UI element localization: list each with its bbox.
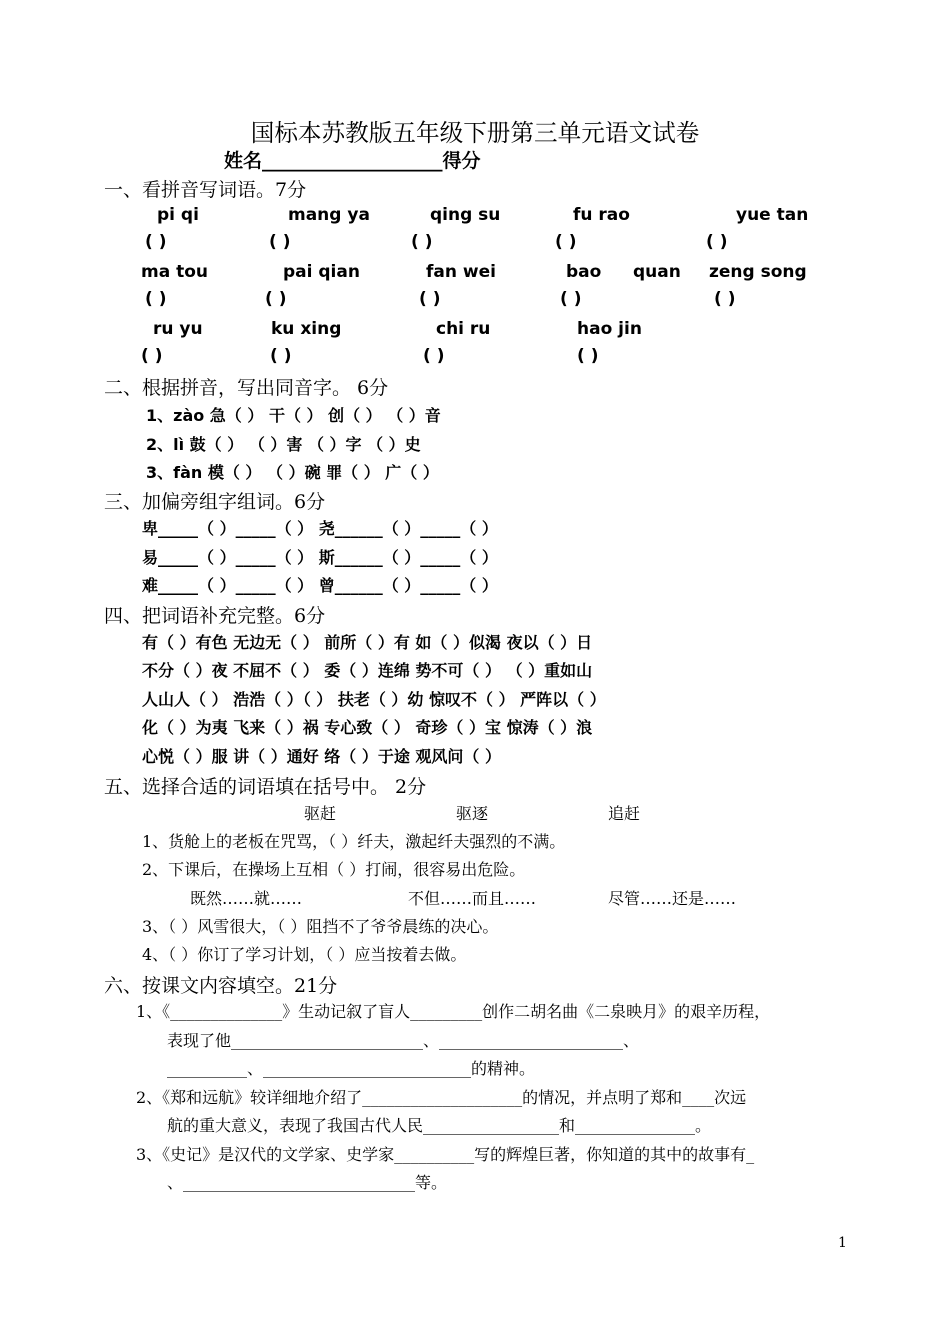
- answer-paren: ( ): [265, 289, 287, 309]
- fill-line: 3、《史记》是汉代的文学家、史学家__________写的辉煌巨著，你知道的其中的故事有_: [136, 1145, 755, 1164]
- section-2-heading: 二、根据拼音，写出同音字。 6分: [104, 377, 389, 399]
- pinyin: qing su: [430, 205, 501, 225]
- question-1: 1、货舱上的老板在咒骂，（ ）纤夫，激起纤夫强烈的不满。: [142, 832, 566, 851]
- word-option: 驱逐: [456, 804, 489, 823]
- pinyin: mang ya: [288, 205, 370, 225]
- radical-row: 易_____（ ）_____（ ） 斯______（ ）_____（ ）: [142, 548, 498, 567]
- answer-paren: ( ): [269, 232, 291, 252]
- homophone-row: 1、zào 急（ ） 干（ ） 创（ ） （ ）音: [146, 406, 441, 425]
- pinyin: zeng song: [709, 262, 807, 282]
- pinyin: bao: [566, 262, 602, 282]
- answer-paren: ( ): [560, 289, 582, 309]
- word-option: 追赶: [608, 804, 641, 823]
- idiom-row: 不分（ ）夜 不屈不（ ） 委（ ）连绵 势不可（ ） （ ）重如山: [142, 661, 593, 680]
- pinyin: pai qian: [283, 262, 360, 282]
- section-6-heading: 六、按课文内容填空。21分: [104, 975, 338, 997]
- pinyin: hao jin: [577, 319, 642, 339]
- word-option: 驱赶: [304, 804, 337, 823]
- word-option: 既然……就……: [190, 889, 303, 908]
- fill-line: 2、《郑和远航》较详细地介绍了____________________的情况，并点明了郑和____次远: [136, 1088, 747, 1107]
- section-1-heading: 一、看拼音写词语。7分: [104, 179, 307, 201]
- fill-line: __________、__________________________的精神。: [167, 1059, 536, 1078]
- answer-paren: ( ): [145, 289, 167, 309]
- fill-line: 1、《______________》生动记叙了盲人_________创作二胡名曲《二泉映月》的艰辛历程，: [136, 1002, 771, 1021]
- answer-paren: ( ): [270, 346, 292, 366]
- word-option: 不但……而且……: [408, 889, 537, 908]
- answer-paren: ( ): [419, 289, 441, 309]
- homophone-row: 2、lì 鼓（ ） （ ）害 （ ）字 （ ）史: [146, 435, 421, 454]
- pinyin: pi qi: [157, 205, 199, 225]
- answer-paren: ( ): [141, 346, 163, 366]
- fill-line: 航的重大意义，表现了我国古代人民_________________和_______________。: [167, 1116, 712, 1135]
- page-title: 国标本苏教版五年级下册第三单元语文试卷: [250, 119, 700, 147]
- page-number: 1: [838, 1235, 847, 1251]
- radical-row: 难_____（ ）_____（ ） 曾______（ ）_____（ ）: [142, 576, 498, 595]
- name-score-line: 姓名___________________得分: [224, 150, 481, 172]
- answer-paren: ( ): [714, 289, 736, 309]
- pinyin: ru yu: [153, 319, 203, 339]
- pinyin: fu rao: [573, 205, 630, 225]
- pinyin: chi ru: [436, 319, 491, 339]
- idiom-row: 心悦（ ）服 讲（ ）通好 络（ ）于途 观风问（ ）: [142, 747, 501, 766]
- fill-line: 、_____________________________等。: [167, 1173, 448, 1192]
- question-3: 3、（ ）风雪很大，（ ）阻挡不了爷爷晨练的决心。: [142, 917, 499, 936]
- pinyin: quan: [633, 262, 681, 282]
- idiom-row: 化（ ）为夷 飞来（ ）祸 专心致（ ） 奇珍（ ）宝 惊涛（ ）浪: [142, 718, 593, 737]
- question-4: 4、（ ）你订了学习计划，（ ）应当按着去做。: [142, 945, 467, 964]
- homophone-row: 3、fàn 模（ ） （ ）碗 罪（ ） 广（ ）: [146, 463, 439, 482]
- section-5-heading: 五、选择合适的词语填在括号中。 2分: [104, 776, 427, 798]
- answer-paren: ( ): [411, 232, 433, 252]
- pinyin: ma tou: [141, 262, 209, 282]
- word-option: 尽管……还是……: [608, 889, 737, 908]
- idiom-row: 人山人（ ） 浩浩（ ）（ ） 扶老（ ）幼 惊叹不（ ） 严阵以（ ）: [142, 690, 606, 709]
- idiom-row: 有（ ）有色 无边无（ ） 前所（ ）有 如（ ）似渴 夜以（ ）日: [142, 633, 593, 652]
- question-2: 2、下课后，在操场上互相（ ）打闹，很容易出危险。: [142, 860, 526, 879]
- answer-paren: ( ): [145, 232, 167, 252]
- section-4-heading: 四、把词语补充完整。6分: [104, 605, 326, 627]
- fill-line: 表现了他________________________、_______________________、: [167, 1031, 640, 1050]
- pinyin: fan wei: [426, 262, 496, 282]
- answer-paren: ( ): [555, 232, 577, 252]
- section-3-heading: 三、加偏旁组字组词。6分: [104, 491, 326, 513]
- pinyin: ku xing: [271, 319, 342, 339]
- radical-row: 卑_____（ ）_____（ ） 尧______（ ）_____（ ）: [142, 519, 498, 538]
- answer-paren: ( ): [706, 232, 728, 252]
- answer-paren: ( ): [577, 346, 599, 366]
- answer-paren: ( ): [423, 346, 445, 366]
- pinyin: yue tan: [736, 205, 809, 225]
